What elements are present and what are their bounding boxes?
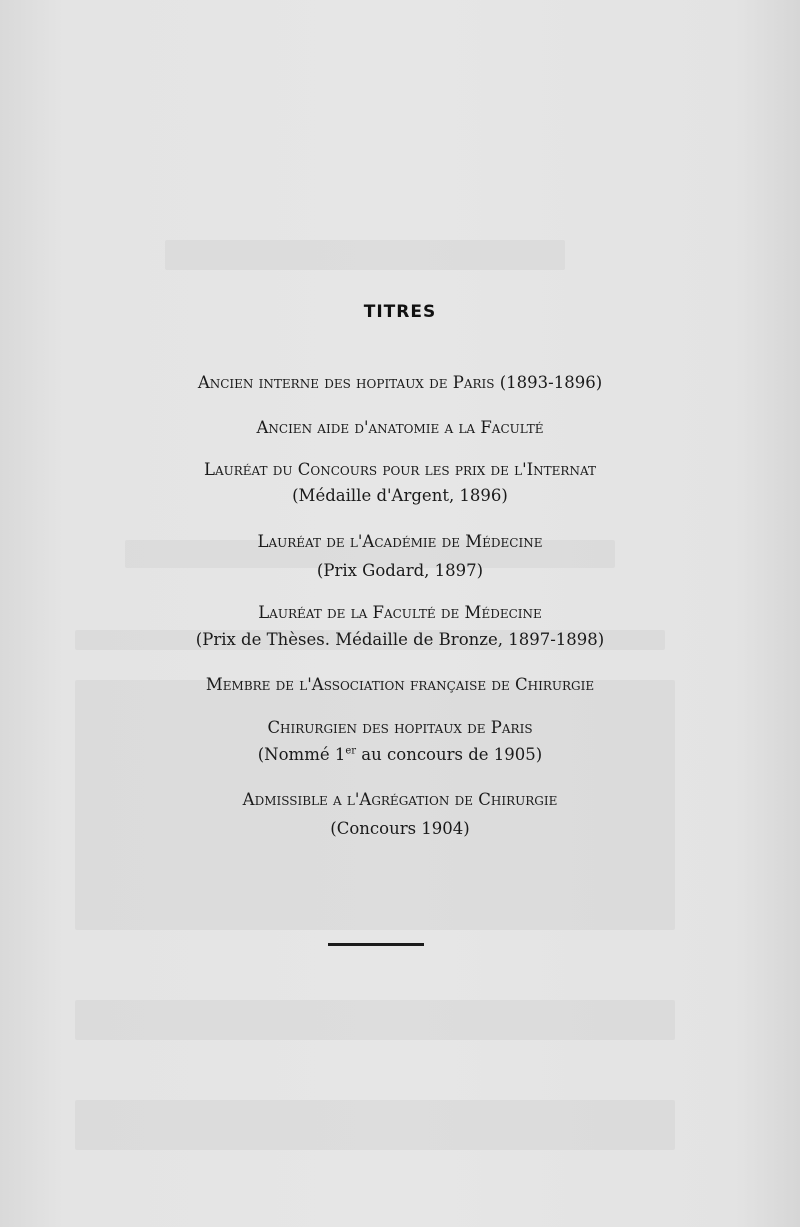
title-entry-2: Ancien aide d'anatomie a la Faculté xyxy=(256,418,544,437)
title-entry-7-detail xyxy=(0,745,800,764)
section-divider xyxy=(328,943,424,946)
title-entry-1: Ancien interne des hopitaux de Paris (1893-1896) xyxy=(197,373,603,392)
detail-part: (Nommé 1 xyxy=(257,745,346,764)
bleed-through-text xyxy=(75,1100,675,1150)
title-entry-5-detail: (Prix de Thèses. Médaille de Bronze, 1897-1898) xyxy=(195,630,605,649)
title-entry-3: Lauréat du Concours pour les prix de l'Internat xyxy=(204,460,596,479)
title-entry-5: Lauréat de la Faculté de Médecine xyxy=(258,603,542,622)
bleed-through-heading xyxy=(165,240,565,270)
title-entry-7: Chirurgien des hopitaux de Paris xyxy=(267,718,533,737)
title-entry-8: Admissible a l'Agrégation de Chirurgie xyxy=(242,790,558,809)
title-entry-6: Membre de l'Association française de Chirurgie xyxy=(205,675,595,694)
title-entry-8-detail: (Concours 1904) xyxy=(330,819,470,838)
title-entry-4: Lauréat de l'Académie de Médecine xyxy=(257,532,543,551)
title-entry-3-detail: (Médaille d'Argent, 1896) xyxy=(292,486,508,505)
bleed-through-text xyxy=(75,1000,675,1040)
title-entry-4-detail: (Prix Godard, 1897) xyxy=(316,561,484,580)
detail-part: au concours de 1905) xyxy=(356,745,543,764)
ordinal-superscript: er xyxy=(345,745,357,757)
page-title: TITRES xyxy=(363,302,437,322)
